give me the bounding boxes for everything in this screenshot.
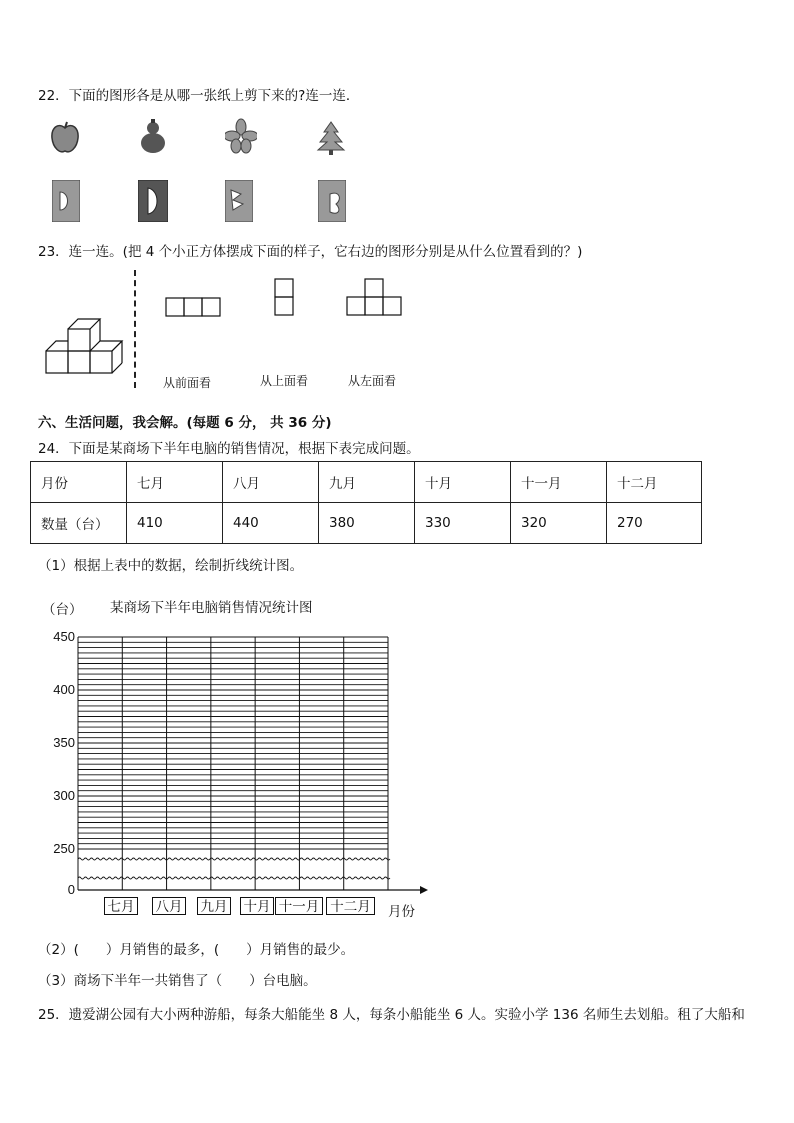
table-row: [31, 503, 702, 544]
sales-table: [30, 461, 702, 544]
table-cell: 330: [415, 503, 511, 544]
left-view-figure: [346, 278, 404, 318]
table-cell: 十一月: [511, 462, 607, 503]
axis-break-line: [78, 877, 390, 879]
question-24: 24．下面是某商场下半年电脑的销售情况，根据下表完成问题。: [38, 441, 420, 457]
y-tick-label: 300: [53, 788, 75, 803]
chart-y-unit: （台）: [42, 602, 83, 618]
table-header-row: [31, 462, 702, 503]
x-tick-label: 十月: [240, 897, 274, 915]
y-tick-label: 250: [53, 841, 75, 856]
cube-arrangement-figure: [44, 315, 126, 375]
sub-question-2: （2）( ）月销售的最多，( ）月销售的最少。: [38, 942, 355, 958]
tree-icon: [316, 120, 346, 156]
table-cell: 九月: [319, 462, 415, 503]
chart-title: 某商场下半年电脑销售情况统计图: [110, 600, 313, 616]
table-cell: 七月: [127, 462, 223, 503]
table-cell: 十二月: [607, 462, 702, 503]
front-view-figure: [165, 297, 223, 318]
section-6-heading: 六、生活问题，我会解。(每题 6 分， 共 36 分): [38, 415, 332, 431]
table-cell: 410: [127, 503, 223, 544]
chart-x-label: 月份: [388, 904, 415, 920]
question-23: 23．连一连。(把 4 个小正方体摆成下面的样子，它右边的图形分别是从什么位置看到的？): [38, 244, 583, 260]
table-cell: 270: [607, 503, 702, 544]
flower-icon: [225, 118, 257, 154]
x-tick-label: 十二月: [326, 897, 375, 915]
table-cell: 320: [511, 503, 607, 544]
question-22: 22．下面的图形各是从哪一张纸上剪下来的?连一连．: [38, 88, 360, 104]
table-cell: 数量（台）: [31, 503, 127, 544]
table-cell: 380: [319, 503, 415, 544]
x-tick-label: 十一月: [275, 897, 323, 915]
paper-cutout-4-icon: [318, 180, 346, 222]
paper-cutout-2-icon: [138, 180, 168, 222]
apple-icon: [50, 120, 80, 156]
x-tick-label: 七月: [104, 897, 138, 915]
paper-cutout-1-icon: [52, 180, 80, 222]
y-tick-label: 450: [53, 629, 75, 644]
table-cell: 十月: [415, 462, 511, 503]
question-25: 25．遗爱湖公园有大小两种游船，每条大船能坐 8 人，每条小船能坐 6 人。实验小学 136 名师生去划船。租了大船和: [38, 1007, 745, 1023]
table-cell: 月份: [31, 462, 127, 503]
line-chart: [30, 620, 450, 900]
x-tick-label: 八月: [152, 897, 186, 915]
table-cell: 八月: [223, 462, 319, 503]
gourd-icon: [138, 118, 168, 156]
top-view-figure: [274, 278, 296, 318]
view-label-left: 从左面看: [348, 374, 397, 388]
y-tick-label: 400: [53, 682, 75, 697]
x-tick-label: 九月: [197, 897, 231, 915]
axis-break-line: [78, 858, 390, 860]
y-tick-label: 0: [67, 882, 75, 897]
view-label-front: 从前面看: [163, 376, 212, 390]
sub-question-1: （1）根据上表中的数据，绘制折线统计图。: [38, 558, 304, 574]
table-cell: 440: [223, 503, 319, 544]
paper-cutout-3-icon: [225, 180, 253, 222]
sub-question-3: （3）商场下半年一共销售了（ ）台电脑。: [38, 973, 317, 989]
view-label-top: 从上面看: [260, 374, 309, 388]
x-axis-arrow: [420, 886, 428, 894]
dashed-divider: [134, 270, 136, 388]
y-tick-label: 350: [53, 735, 75, 750]
